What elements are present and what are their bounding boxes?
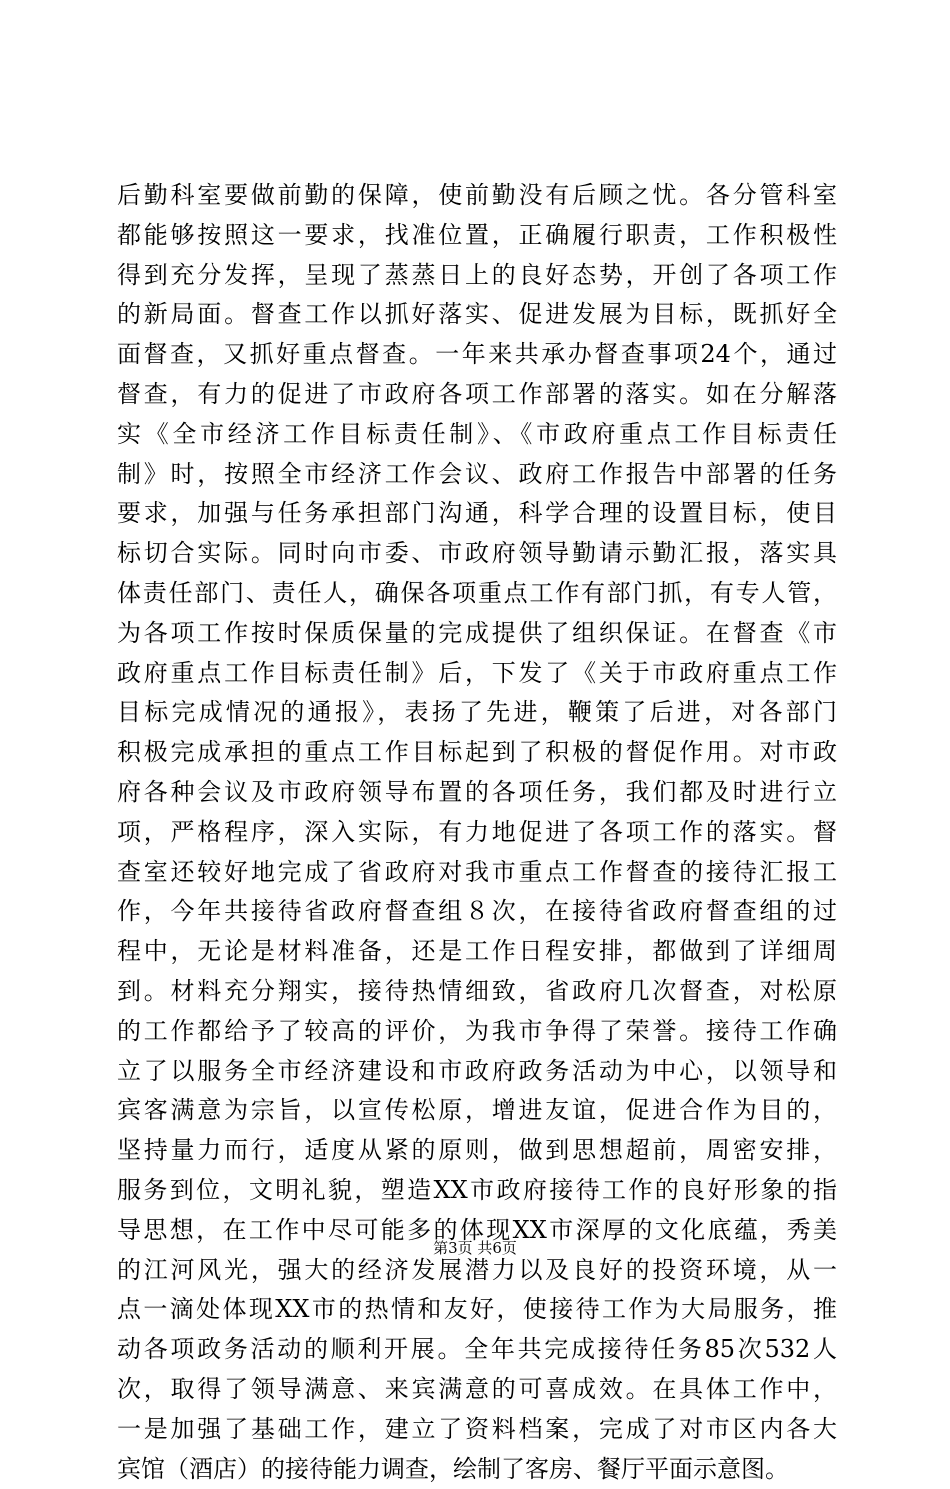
text-line: 次，取得了领导满意、来宾满意的可喜成效。在具体工作中， xyxy=(117,1370,837,1410)
text-line: 的新局面。督查工作以抓好落实、促进发展为目标，既抓好全 xyxy=(117,295,837,335)
text-line: 府各种会议及市政府领导布置的各项任务，我们都及时进行立 xyxy=(117,773,837,813)
text-line: 目标完成情况的通报》，表扬了先进，鞭策了后进，对各部门 xyxy=(117,693,837,733)
text-line: 服务到位，文明礼貌，塑造XX市政府接待工作的良好形象的指 xyxy=(117,1171,837,1211)
body-text xyxy=(117,176,837,1489)
text-line: 程中，无论是材料准备，还是工作日程安排，都做到了详细周 xyxy=(117,932,837,972)
text-line: 查室还较好地完成了省政府对我市重点工作督查的接待汇报工 xyxy=(117,853,837,893)
text-line: 体责任部门、责任人，确保各项重点工作有部门抓，有专人管， xyxy=(117,574,837,614)
text-line: 的江河风光，强大的经济发展潜力以及良好的投资环境，从一 xyxy=(117,1251,837,1291)
text-line: 积极完成承担的重点工作目标起到了积极的督促作用。对市政 xyxy=(117,733,837,773)
text-line: 动各项政务活动的顺利开展。全年共完成接待任务85次532人 xyxy=(117,1330,837,1370)
text-line: 面督查，又抓好重点督查。一年来共承办督查事项24个，通过 xyxy=(117,335,837,375)
text-line: 政府重点工作目标责任制》后，下发了《关于市政府重点工作 xyxy=(117,654,837,694)
text-line: 作，今年共接待省政府督查组８次，在接待省政府督查组的过 xyxy=(117,892,837,932)
text-line: 标切合实际。同时向市委、市政府领导勤请示勤汇报，落实具 xyxy=(117,534,837,574)
text-line: 点一滴处体现XX市的热情和友好，使接待工作为大局服务，推 xyxy=(117,1290,837,1330)
text-line: 为各项工作按时保质保量的完成提供了组织保证。在督查《市 xyxy=(117,614,837,654)
text-line: 宾客满意为宗旨，以宣传松原，增进友谊，促进合作为目的， xyxy=(117,1091,837,1131)
text-line: 都能够按照这一要求，找准位置，正确履行职责，工作积极性 xyxy=(117,216,837,256)
text-line: 实《全市经济工作目标责任制》、《市政府重点工作目标责任 xyxy=(117,415,837,455)
text-line: 项，严格程序，深入实际，有力地促进了各项工作的落实。督 xyxy=(117,813,837,853)
page-footer: 第3页 共6页 xyxy=(0,1238,950,1258)
text-line: 制》时，按照全市经济工作会议、政府工作报告中部署的任务 xyxy=(117,455,837,495)
text-line: 得到充分发挥，呈现了蒸蒸日上的良好态势，开创了各项工作 xyxy=(117,256,837,296)
text-line: 督查，有力的促进了市政府各项工作部署的落实。如在分解落 xyxy=(117,375,837,415)
text-line: 立了以服务全市经济建设和市政府政务活动为中心，以领导和 xyxy=(117,1052,837,1092)
text-line: 坚持量力而行，适度从紧的原则，做到思想超前，周密安排， xyxy=(117,1131,837,1171)
text-line: 要求，加强与任务承担部门沟通，科学合理的设置目标，使目 xyxy=(117,494,837,534)
text-line: 到。材料充分翔实，接待热情细致，省政府几次督查，对松原 xyxy=(117,972,837,1012)
text-line: 宾馆（酒店）的接待能力调查，绘制了客房、餐厅平面示意图。 xyxy=(117,1450,837,1489)
text-line: 导思想，在工作中尽可能多的体现XX市深厚的文化底蕴，秀美 xyxy=(117,1211,837,1251)
text-line: 的工作都给予了较高的评价，为我市争得了荣誉。接待工作确 xyxy=(117,1012,837,1052)
text-line: 后勤科室要做前勤的保障，使前勤没有后顾之忧。各分管科室 xyxy=(117,176,837,216)
text-line: 一是加强了基础工作，建立了资料档案，完成了对市区内各大 xyxy=(117,1410,837,1450)
